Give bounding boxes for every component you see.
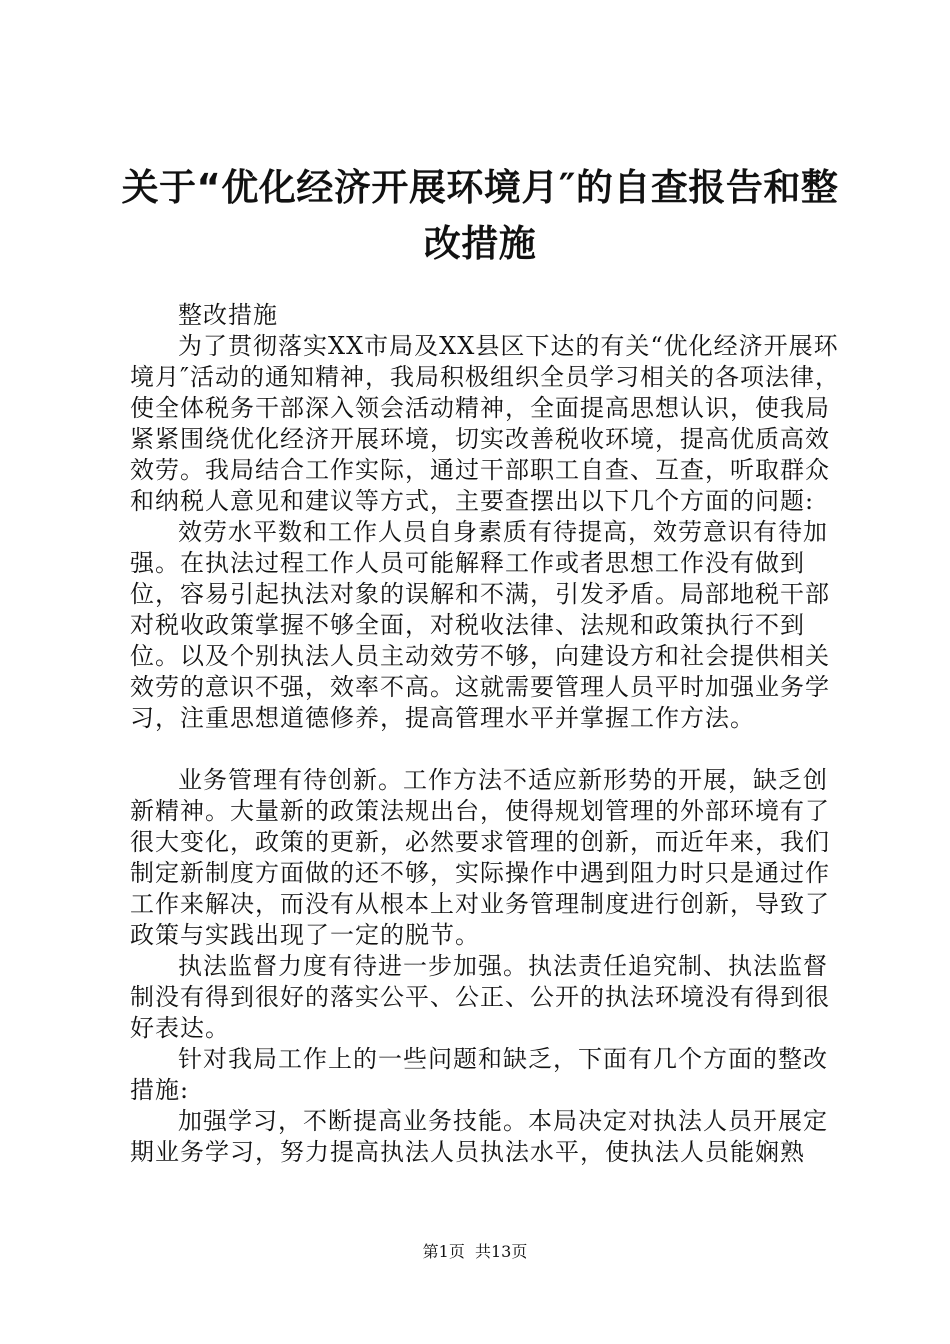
paragraph: 为了贯彻落实XX市局及XX县区下达的有关“优化经济开展环境月″活动的通知精神，我局积极组织全员学习相关的各项法律，使全体税务干部深入领会活动精神，全面提高思想认识，使我局紧紧围绕优化经济开展环境，切实改善税收环境，提高优质高效效劳。我局结合工作实际，通过干部职工自查、互查，听取群众和纳税人意见和建议等方式，主要查摆出以下几个方面的问题:	[130, 332, 840, 515]
document-body	[130, 300, 850, 1168]
section-heading: 整改措施	[178, 301, 278, 329]
paragraph: 加强学习，不断提高业务技能。本局决定对执法人员开展定期业务学习，努力提高执法人员执法水平，使执法人员能娴熟	[130, 1107, 828, 1166]
page-number-footer: 第1页 共13页	[422, 1242, 528, 1261]
title-line-1: 关于“优化经济开展环境月″的自查报告和整	[121, 166, 839, 209]
paragraph: 执法监督力度有待进一步加强。执法责任追究制、执法监督制没有得到很好的落实公平、公正、公开的执法环境没有得到很好表达。	[130, 952, 830, 1042]
title-line-2: 改措施	[423, 222, 537, 265]
paragraph: 业务管理有待创新。工作方法不适应新形势的开展，缺乏创新精神。大量新的政策法规出台，使得规划管理的外部环境有了很大变化，政策的更新，必然要求管理的创新，而近年来，我们制定新制度方面做的还不够，实际操作中遇到阻力时只是通过作工作来解决，而没有从根本上对业务管理制度进行创新，导致了政策与实践出现了一定的脱节。	[130, 766, 830, 949]
paragraph: 针对我局工作上的一些问题和缺乏，下面有几个方面的整改措施:	[130, 1045, 828, 1104]
document-title	[110, 160, 850, 272]
paragraph: 效劳水平数和工作人员自身素质有待提高，效劳意识有待加强。在执法过程工作人员可能解释工作或者思想工作没有做到位，容易引起执法对象的误解和不满，引发矛盾。局部地税干部对税收政策掌握不够全面，对税收法律、法规和政策执行不到位。以及个别执法人员主动效劳不够，向建设方和社会提供相关效劳的意识不强，效率不高。这就需要管理人员平时加强业务学习，注重思想道德修养，提高管理水平并掌握工作方法。	[130, 518, 830, 732]
